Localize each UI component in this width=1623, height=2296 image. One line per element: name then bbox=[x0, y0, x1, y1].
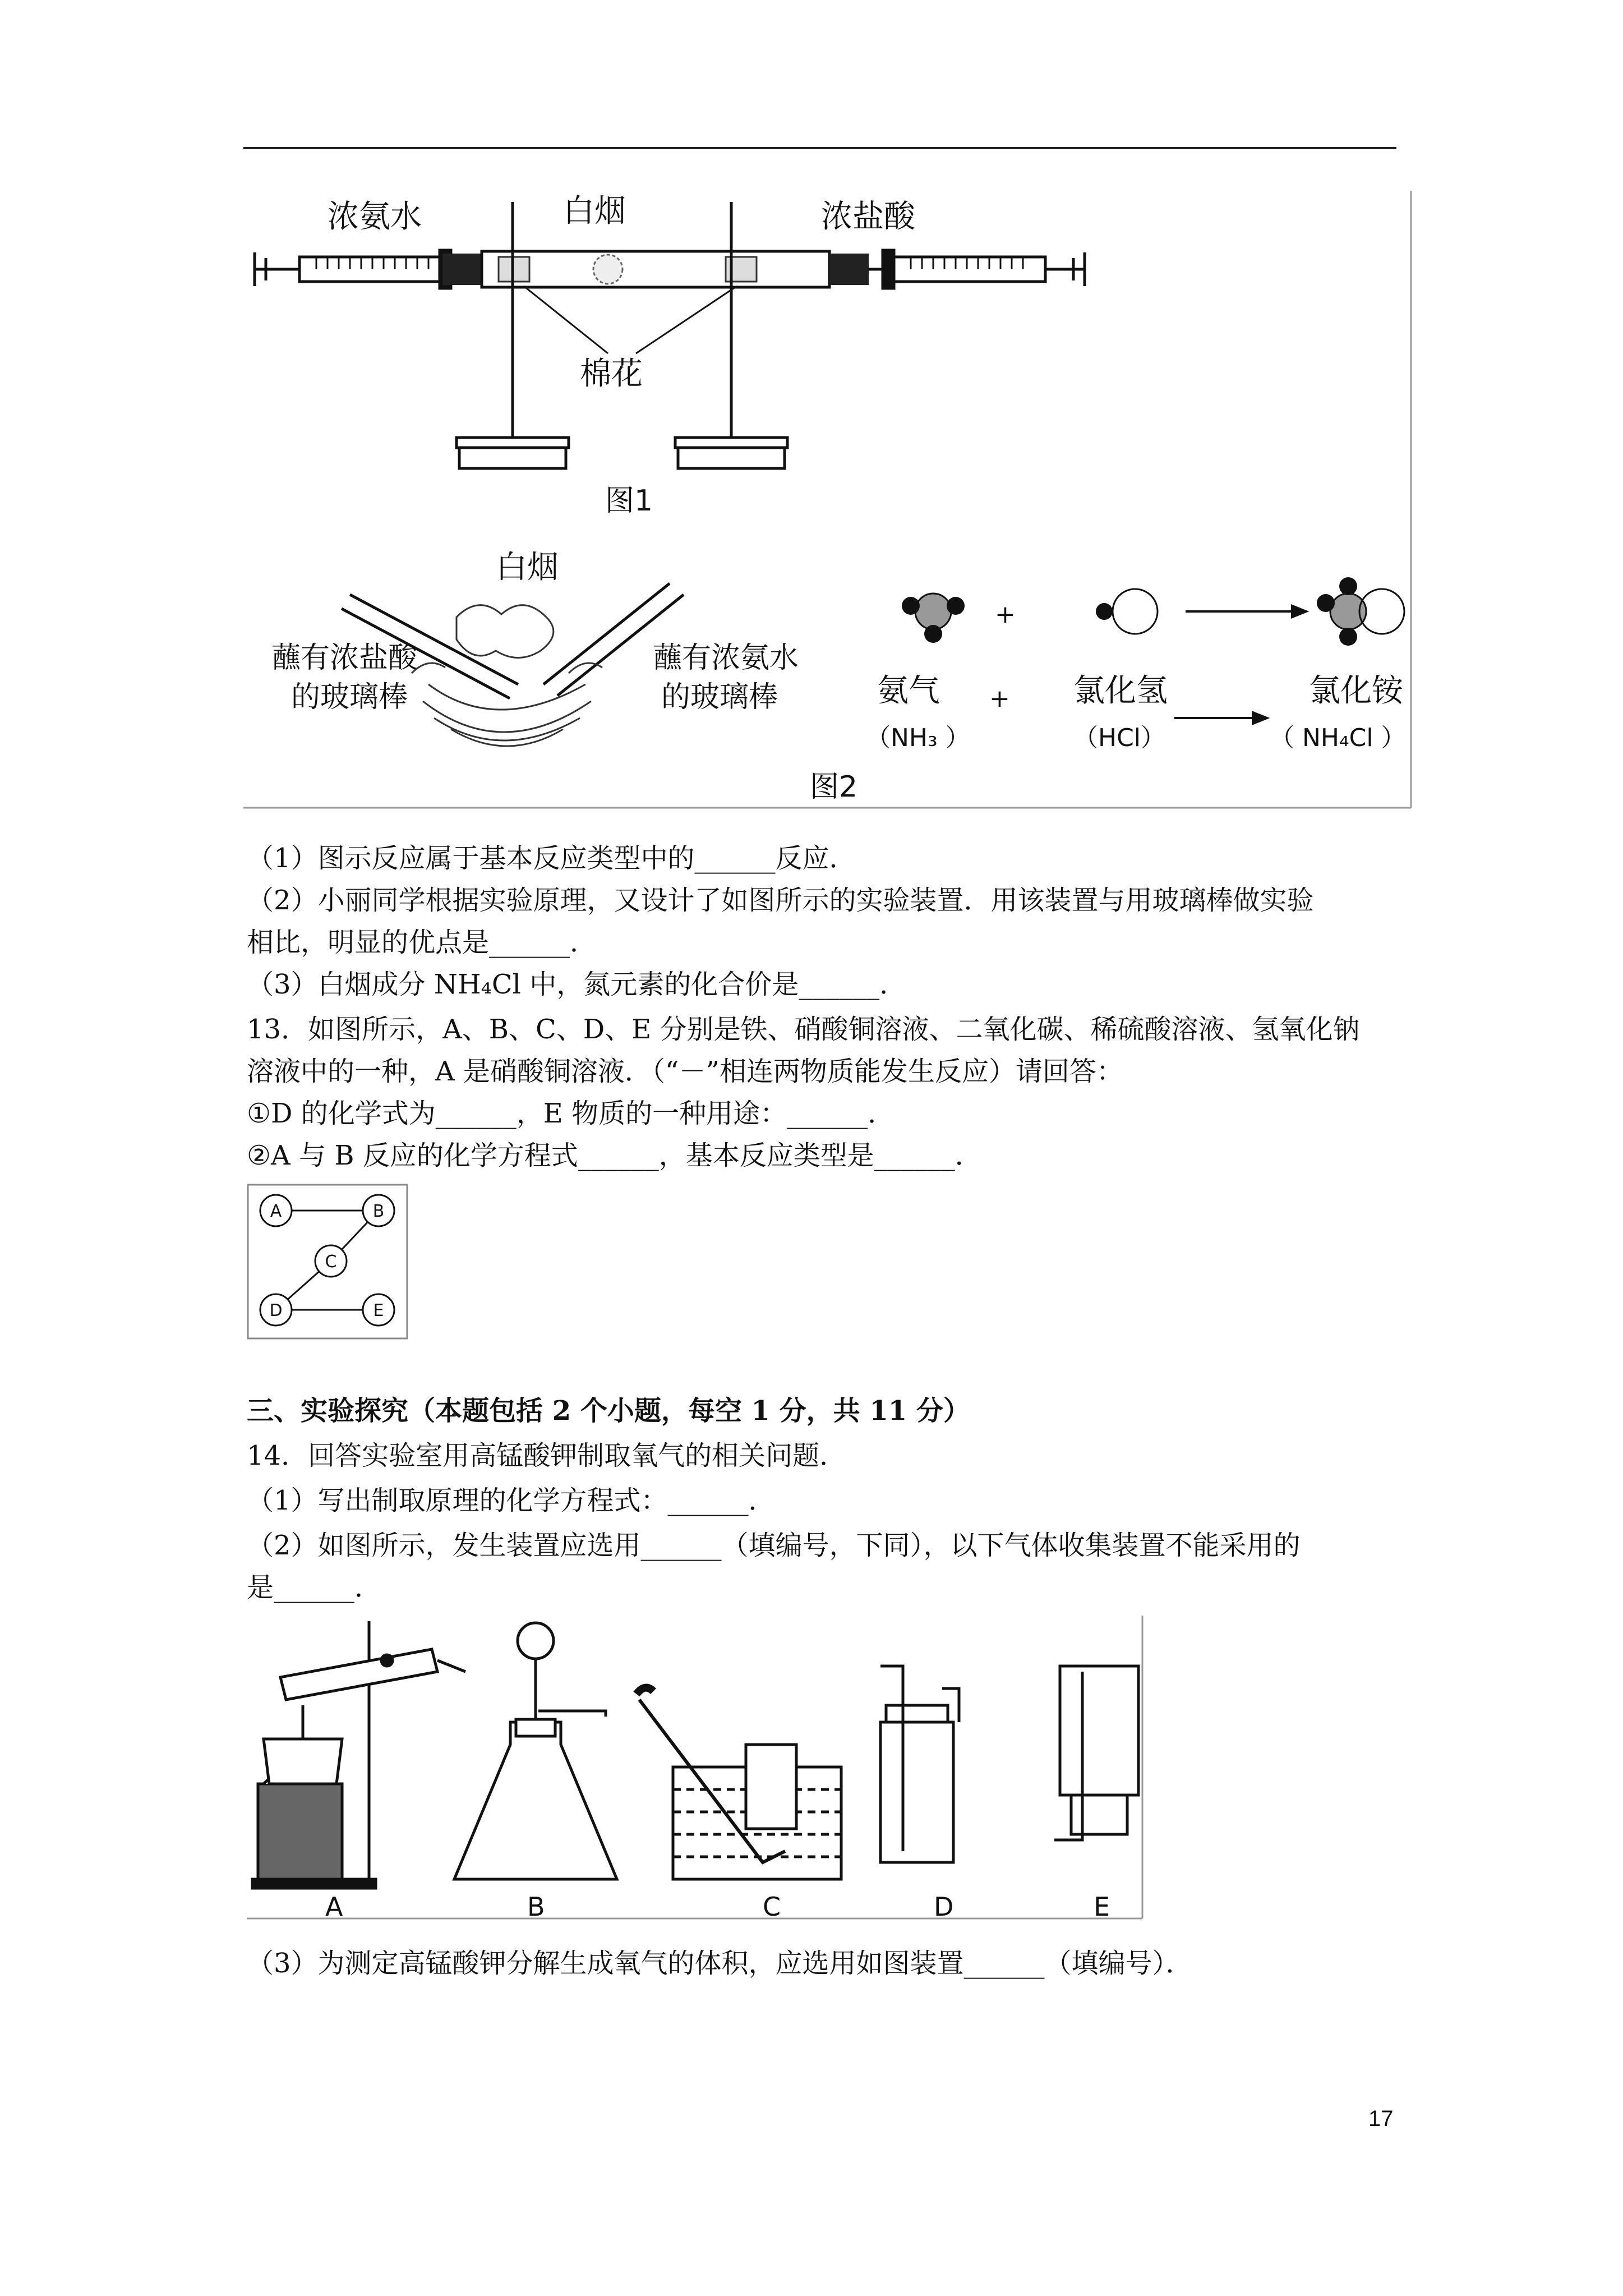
left-stopper-icon bbox=[442, 254, 482, 285]
plus-sign-2: + bbox=[989, 684, 1010, 713]
q13-sub1: ①D 的化学式为______，E 物质的一种用途：______． bbox=[247, 1098, 895, 1129]
name-nh4cl: 氯化铵 bbox=[1309, 673, 1403, 709]
node-d-label: D bbox=[269, 1301, 283, 1320]
arrow-icon-2 bbox=[1174, 712, 1267, 724]
q14-title: 14．回答实验室用高锰酸钾制取氧气的相关问题． bbox=[247, 1440, 847, 1471]
apparatus-label-c: C bbox=[763, 1892, 781, 1922]
q12-part2-line2: 相比，明显的优点是______． bbox=[247, 927, 597, 958]
iron-stand-icon bbox=[457, 202, 787, 468]
caption-fig1: 图1 bbox=[605, 484, 653, 518]
apparatus-label-b: B bbox=[527, 1892, 545, 1922]
q13-line1: 13．如图所示，A、B、C、D、E 分别是铁、硝酸铜溶液、二氧化碳、稀硫酸溶液、氢氧化钠 bbox=[247, 1014, 1360, 1045]
q13-line2: 溶液中的一种，A 是硝酸铜溶液．（“－”相连两物质能发生反应）请回答： bbox=[247, 1056, 1124, 1087]
apparatus-b-icon bbox=[454, 1623, 617, 1879]
q12-part3: （3）白烟成分 NH₄Cl 中，氮元素的化合价是______． bbox=[247, 969, 907, 1000]
section-3-heading: 三、实验探究（本题包括 2 个小题，每空 1 分，共 11 分） bbox=[247, 1395, 970, 1427]
q14-part1: （1）写出制取原理的化学方程式：______． bbox=[247, 1485, 776, 1516]
node-b-label: B bbox=[372, 1202, 385, 1221]
name-hcl: 氯化氢 bbox=[1073, 673, 1168, 709]
label-rod-nh3-1: 蘸有浓氨水 bbox=[653, 641, 799, 675]
label-rod-hcl-1: 蘸有浓盐酸 bbox=[271, 641, 418, 675]
apparatus-label-e: E bbox=[1094, 1892, 1110, 1922]
smoke-cloud-icon bbox=[412, 605, 602, 746]
q14-part3: （3）为测定高锰酸钾分解生成氧气的体积，应选用如图装置______（填编号）． bbox=[247, 1948, 1193, 1979]
node-e-label: E bbox=[373, 1301, 384, 1320]
arrow-icon bbox=[1186, 606, 1306, 617]
white-smoke-icon bbox=[593, 255, 623, 284]
node-c-label: C bbox=[325, 1252, 337, 1272]
apparatus-c-icon bbox=[637, 1688, 841, 1879]
figure-ammonia-hcl-svg bbox=[243, 191, 1421, 819]
molecule-hcl-icon bbox=[1096, 589, 1158, 634]
label-cotton: 棉花 bbox=[580, 356, 643, 392]
label-conc-ammonia: 浓氨水 bbox=[328, 199, 422, 235]
reaction-network-diagram bbox=[247, 1184, 409, 1341]
label-rod-nh3-2: 的玻璃棒 bbox=[661, 680, 778, 714]
glass-tube-icon bbox=[482, 251, 829, 287]
header-rule bbox=[243, 147, 1396, 149]
plus-sign-1: + bbox=[995, 600, 1016, 629]
page-number: 17 bbox=[1368, 2106, 1394, 2131]
formula-hcl: （HCl） bbox=[1073, 724, 1166, 752]
apparatus-figure bbox=[247, 1616, 1144, 1930]
name-ammonia: 氨气 bbox=[877, 673, 940, 709]
apparatus-e-icon bbox=[1054, 1666, 1138, 1840]
q14-part2-line2: 是______． bbox=[247, 1572, 382, 1603]
right-syringe-icon bbox=[869, 250, 1085, 288]
q12-part1: （1）图示反应属于基本反应类型中的______反应． bbox=[247, 843, 856, 874]
figure-ammonia-hcl bbox=[243, 191, 1421, 819]
right-stopper-icon bbox=[829, 254, 869, 285]
label-white-smoke-1: 白烟 bbox=[563, 193, 626, 229]
formula-nh3: （NH₃ ） bbox=[866, 724, 970, 752]
node-a-label: A bbox=[270, 1202, 282, 1221]
apparatus-a-icon bbox=[252, 1621, 465, 1888]
q13-sub2: ②A 与 B 反应的化学方程式______，基本反应类型是______． bbox=[247, 1140, 982, 1171]
q14-part2-line1: （2）如图所示，发生装置应选用______（填编号，下同），以下气体收集装置不能采用的 bbox=[247, 1530, 1301, 1561]
q12-part2-line1: （2）小丽同学根据实验原理，又设计了如图所示的实验装置．用该装置与用玻璃棒做实验 bbox=[247, 885, 1314, 916]
formula-nh4cl: （ NH₄Cl ） bbox=[1270, 724, 1406, 752]
molecule-nh4cl-icon bbox=[1317, 577, 1404, 646]
label-white-smoke-2: 白烟 bbox=[496, 549, 559, 586]
caption-fig2: 图2 bbox=[810, 770, 858, 804]
cotton-pointer-lines bbox=[524, 286, 737, 353]
label-conc-hcl: 浓盐酸 bbox=[821, 199, 915, 235]
apparatus-label-d: D bbox=[934, 1892, 954, 1922]
apparatus-d-icon bbox=[880, 1666, 959, 1862]
label-rod-hcl-2: 的玻璃棒 bbox=[291, 680, 408, 714]
molecule-nh3-icon bbox=[902, 593, 965, 643]
apparatus-label-a: A bbox=[325, 1892, 343, 1922]
